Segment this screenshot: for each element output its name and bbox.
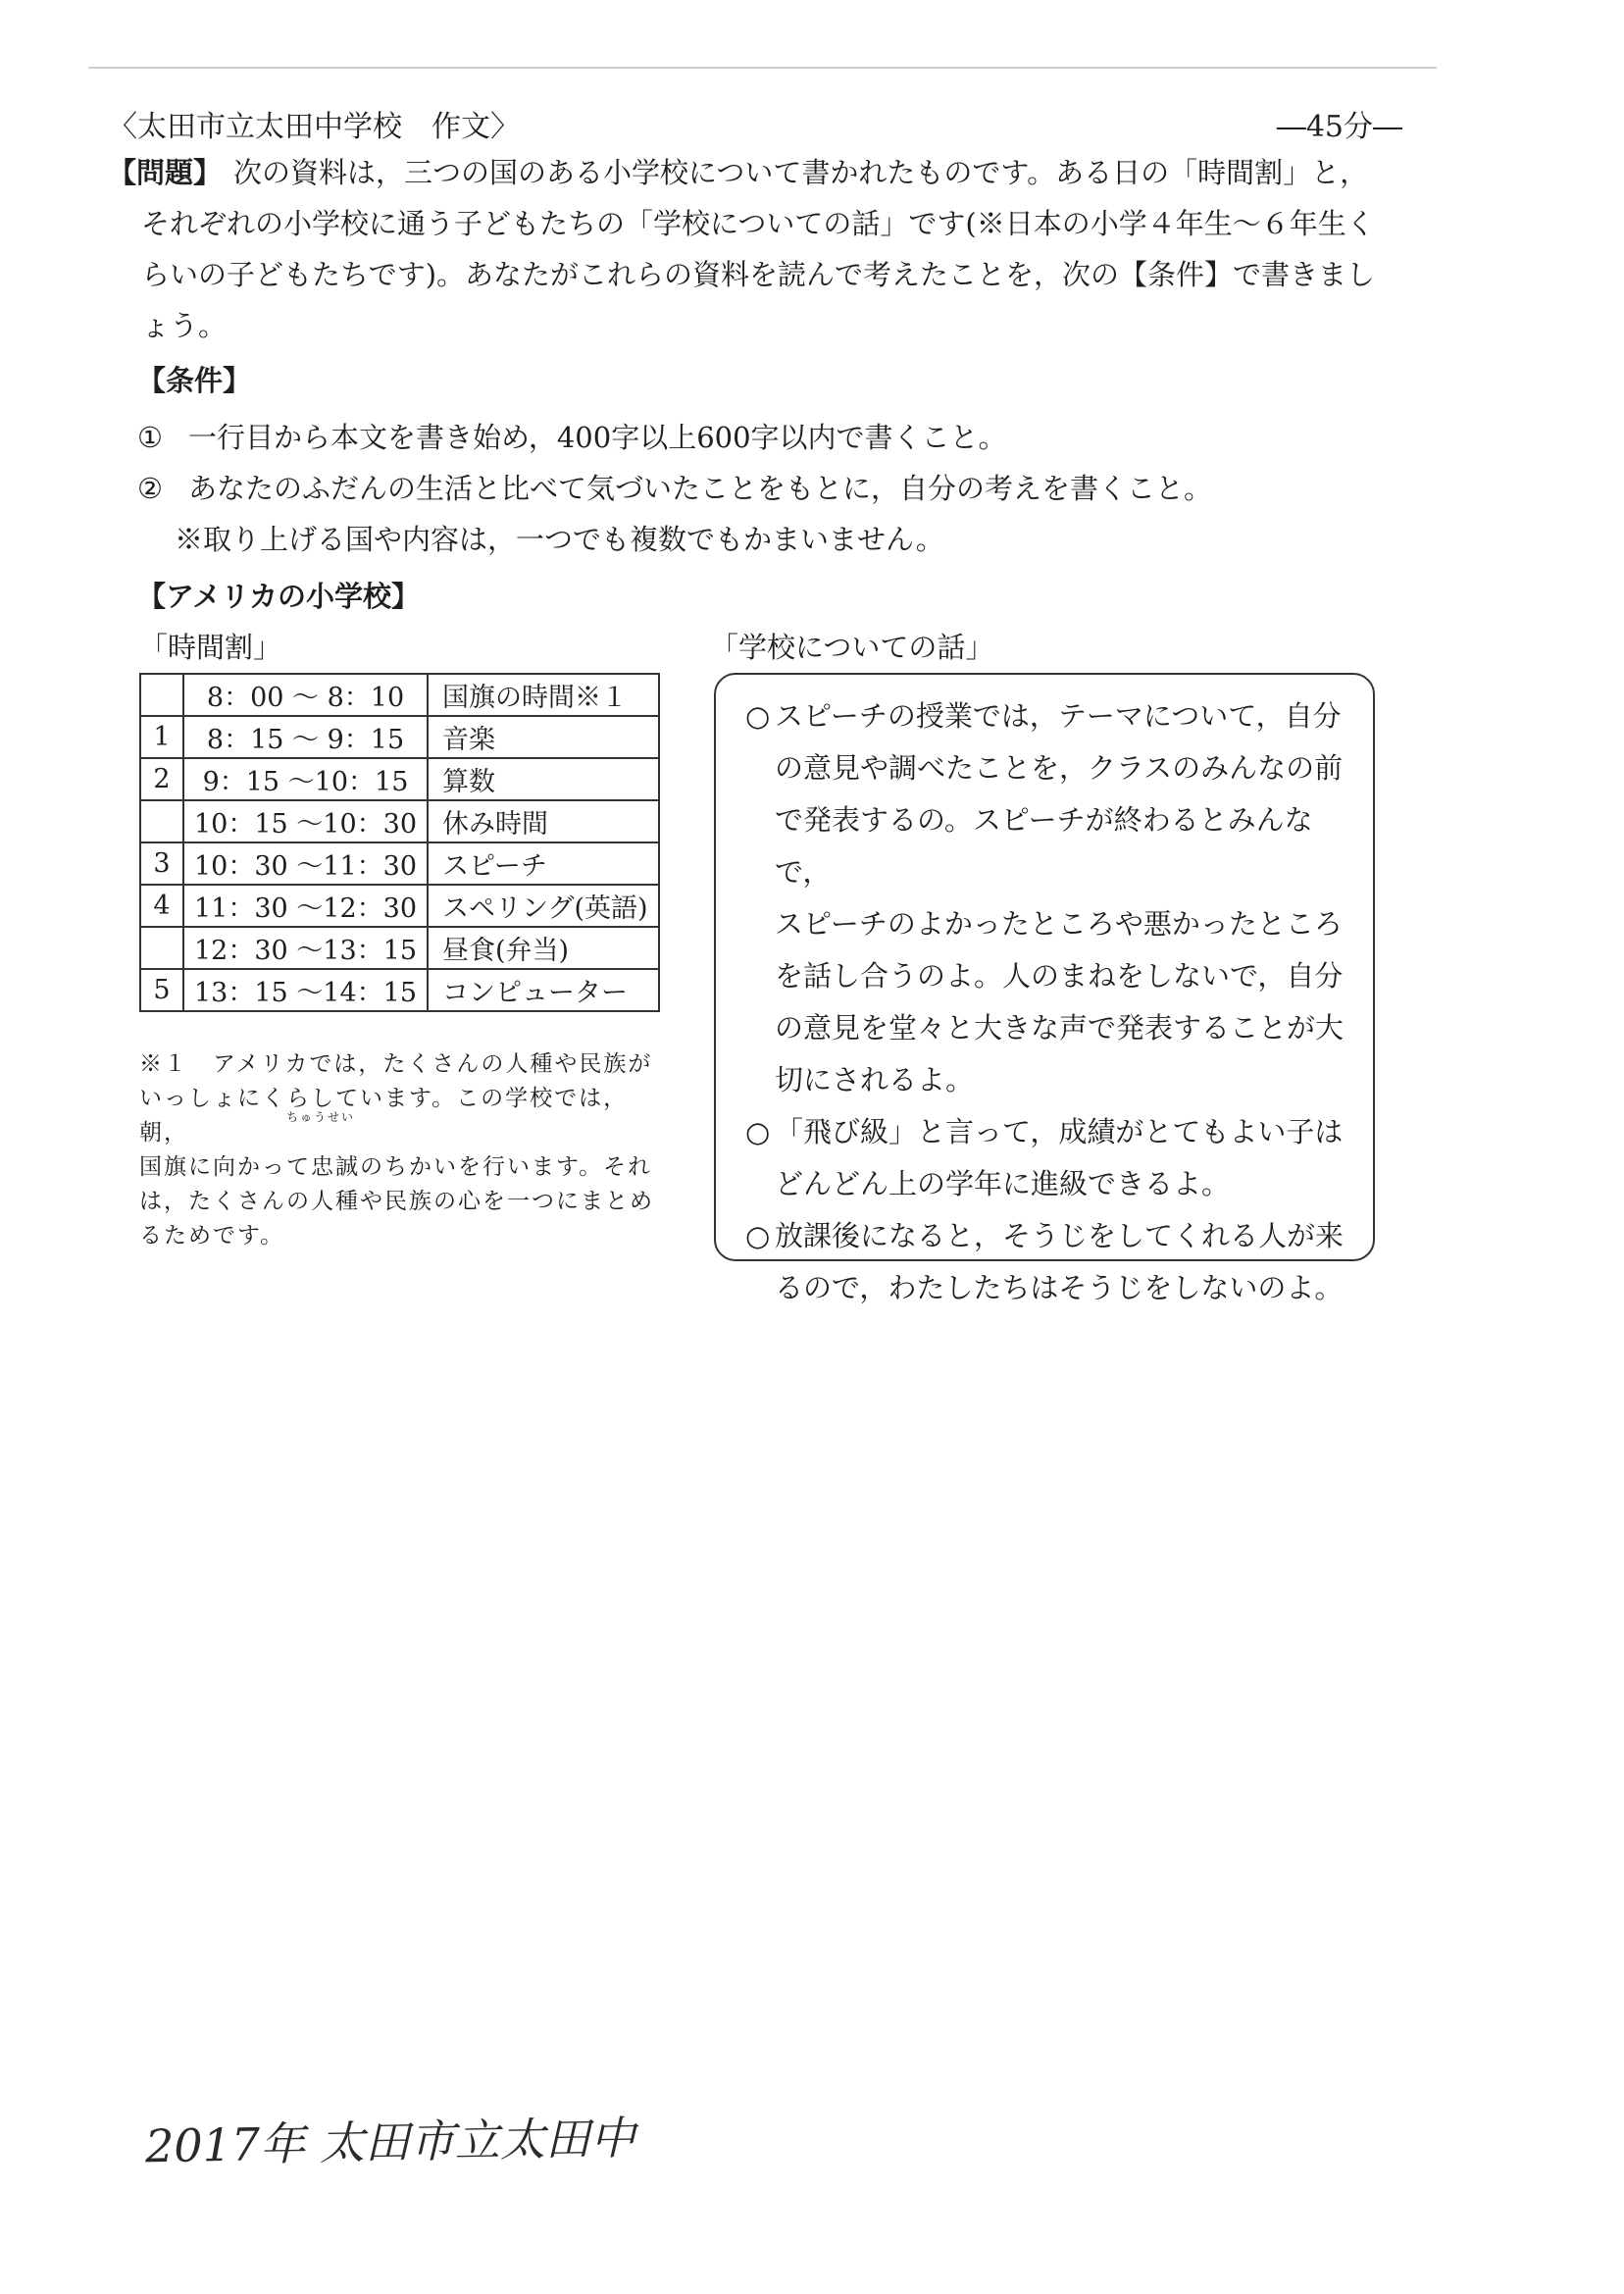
time-limit: ―45分― <box>1276 110 1402 144</box>
period-cell: 4 <box>140 885 183 927</box>
time-cell: 10：30 ～11：30 <box>183 842 428 885</box>
time-cell: 12：30 ～13：15 <box>183 927 428 969</box>
time-cell: 13：15 ～14：15 <box>183 969 428 1011</box>
talk-line: の意見を堂々と大きな声で発表することが大 <box>775 1011 1345 1045</box>
subject-cell: 昼食(弁当) <box>428 927 659 969</box>
timetable-label: 「時間割」 <box>139 631 282 664</box>
talk-item <box>745 690 1345 1106</box>
page-header <box>108 102 1402 143</box>
timetable <box>139 673 660 1012</box>
table-row <box>140 927 659 969</box>
subject-cell: 音楽 <box>428 716 659 758</box>
talk-line: で発表するの。スピーチが終わるとみんなで， <box>775 803 1313 889</box>
talk-line: どんどん上の学年に進級できるよ。 <box>775 1167 1231 1200</box>
condition-text: あなたのふだんの生活と比べて気づいたことをもとに，自分の考えを書くこと。 <box>188 472 1213 505</box>
time-cell: 8：00 ～ 8：10 <box>183 674 428 716</box>
time-cell: 8：15 ～ 9：15 <box>183 716 428 758</box>
talk-text <box>775 1210 1345 1314</box>
period-cell <box>140 927 183 969</box>
talk-line: スピーチの授業では，テーマについて，自分 <box>775 699 1342 733</box>
period-cell <box>140 800 183 842</box>
problem-line: ょう。 <box>141 309 228 342</box>
table-row <box>140 885 659 927</box>
table-row <box>140 969 659 1011</box>
problem-line: 次の資料は，三つの国のある小学校について書かれたものです。ある日の「時間割」と， <box>233 156 1369 189</box>
talk-line: 「飛び級」と言って，成績がとてもよい子は <box>775 1115 1344 1148</box>
talk-item <box>745 1210 1345 1314</box>
footnote-line: は，たくさんの人種や民族の心を一つにまとめ <box>139 1189 654 1214</box>
problem-statement <box>108 147 1393 351</box>
footnote <box>139 1047 669 1253</box>
subject-cell: スピーチ <box>428 842 659 885</box>
subject-cell: 国旗の時間※１ <box>428 674 659 716</box>
talk-label: 「学校についての話」 <box>710 631 994 664</box>
footnote-line: 国旗に向かって忠誠のちかいを行います。それ <box>139 1154 653 1180</box>
table-row <box>140 800 659 842</box>
conditions-list <box>137 412 1373 565</box>
talk-line: を話し合うのよ。人のまねをしないで，自分 <box>775 959 1344 993</box>
problem-line: それぞれの小学校に通う子どもたちの「学校についての話」です(※日本の小学４年生～６年生く <box>141 207 1375 240</box>
talk-item <box>745 1106 1345 1210</box>
subject-cell: 休み時間 <box>428 800 659 842</box>
condition-number: ① <box>137 421 163 454</box>
section-title: 【アメリカの小学校】 <box>137 580 420 613</box>
table-row <box>140 716 659 758</box>
period-cell: 3 <box>140 842 183 885</box>
talk-text <box>775 1106 1345 1210</box>
period-cell <box>140 674 183 716</box>
circle-bullet-icon: ○ <box>745 699 771 733</box>
circle-bullet-icon: ○ <box>745 1219 771 1252</box>
subject-cell: 算数 <box>428 758 659 800</box>
table-row <box>140 674 659 716</box>
problem-label: 【問題】 <box>108 156 223 189</box>
period-cell: 5 <box>140 969 183 1011</box>
table-row <box>140 758 659 800</box>
condition-item <box>137 463 1373 514</box>
time-cell: 11：30 ～12：30 <box>183 885 428 927</box>
talk-line: 放課後になると，そうじをしてくれる人が来 <box>775 1219 1345 1252</box>
school-talk-box <box>714 673 1375 1304</box>
problem-line: らいの子どもたちです)。あなたがこれらの資料を読んで考えたことを，次の【条件】で書きまし <box>141 258 1376 291</box>
condition-number: ② <box>137 472 163 505</box>
subject-cell: コンピューター <box>428 969 659 1011</box>
circle-bullet-icon: ○ <box>745 1115 771 1148</box>
scan-edge-line <box>88 67 1437 69</box>
footnote-line: いっしょにくらしています。この学校では，朝， <box>139 1086 629 1146</box>
period-cell: 1 <box>140 716 183 758</box>
talk-line: の意見や調べたことを，クラスのみんなの前 <box>775 751 1344 785</box>
talk-text <box>775 690 1345 1106</box>
subject-cell: スペリング(英語) <box>428 885 659 927</box>
footnote-line: ※１ アメリカでは，たくさんの人種や民族が <box>139 1051 653 1077</box>
talk-line: スピーチのよかったところや悪かったところ <box>775 907 1343 941</box>
furigana-reading: ちゅうせい <box>286 1110 356 1124</box>
talk-line: るので，わたしたちはそうじをしないのよ。 <box>775 1271 1344 1304</box>
handwritten-note: 2017年 太田市立太田中 <box>144 2111 636 2173</box>
condition-item <box>137 412 1373 463</box>
exam-title: 〈太田市立太田中学校 作文〉 <box>108 110 520 144</box>
period-cell: 2 <box>140 758 183 800</box>
condition-note: ※取り上げる国や内容は，一つでも複数でもかまいません。 <box>175 523 944 556</box>
table-row <box>140 842 659 885</box>
time-cell: 10：15 ～10：30 <box>183 800 428 842</box>
footnote-line: るためです。 <box>139 1223 285 1249</box>
talk-line: 切にされるよ。 <box>775 1063 975 1096</box>
conditions-title: 【条件】 <box>137 364 252 397</box>
time-cell: 9：15 ～10：15 <box>183 758 428 800</box>
condition-text: 一行目から本文を書き始め，400字以上600字以内で書くこと。 <box>188 421 1007 454</box>
